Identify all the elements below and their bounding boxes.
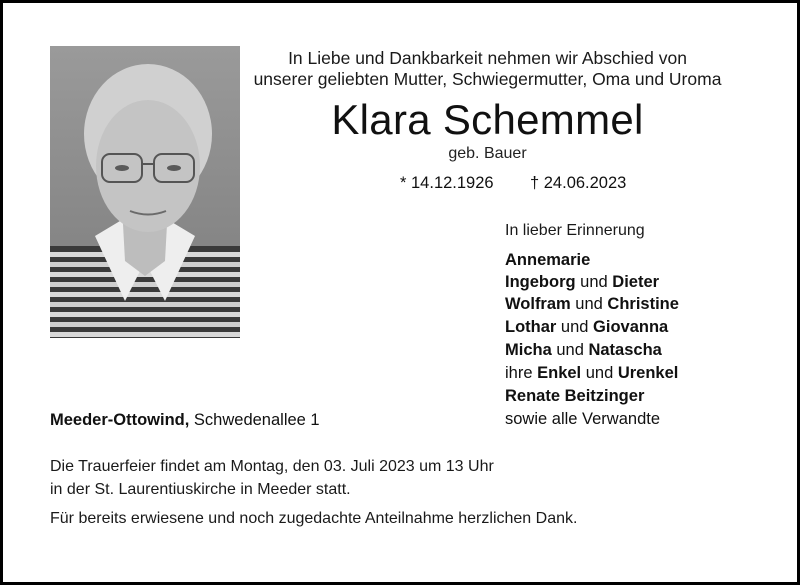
mourner-line: Renate Beitzinger xyxy=(505,387,645,405)
funeral-info-line-1: Die Trauerfeier findet am Montag, den 03. Juli 2023 um 13 Uhr xyxy=(50,458,494,475)
maiden-name: geb. Bauer xyxy=(448,145,527,162)
death-date: † 24.06.2023 xyxy=(530,174,627,192)
birth-date: * 14.12.1926 xyxy=(400,174,494,192)
address-place: Meeder-Ottowind, xyxy=(50,411,190,429)
mourner-line: Micha und Natascha xyxy=(505,341,662,359)
address xyxy=(50,411,320,430)
mourner-line: ihre Enkel und Urenkel xyxy=(505,364,679,382)
intro-line-2: unserer geliebten Mutter, Schwiegermutter, Oma und Uroma xyxy=(253,69,722,89)
address-street: Schwedenallee 1 xyxy=(189,411,320,429)
intro-line-1: In Liebe und Dankbarkeit nehmen wir Abschied von xyxy=(288,48,687,68)
mourners-closing: sowie alle Verwandte xyxy=(505,410,661,428)
funeral-info-line-2: in der St. Laurentiuskirche in Meeder statt. xyxy=(50,481,351,498)
thanks-line: Für bereits erwiesene und noch zugedachte Anteilnahme herzlichen Dank. xyxy=(50,510,578,527)
mourner-line: Annemarie xyxy=(505,251,591,269)
mourner-line: Lothar und Giovanna xyxy=(505,318,669,336)
portrait-photo xyxy=(50,46,240,338)
mourners-heading: In lieber Erinnerung xyxy=(505,222,645,239)
mourner-line: Wolfram und Christine xyxy=(505,295,679,313)
mourner-line: Ingeborg und Dieter xyxy=(505,273,660,291)
deceased-name: Klara Schemmel xyxy=(331,96,644,143)
